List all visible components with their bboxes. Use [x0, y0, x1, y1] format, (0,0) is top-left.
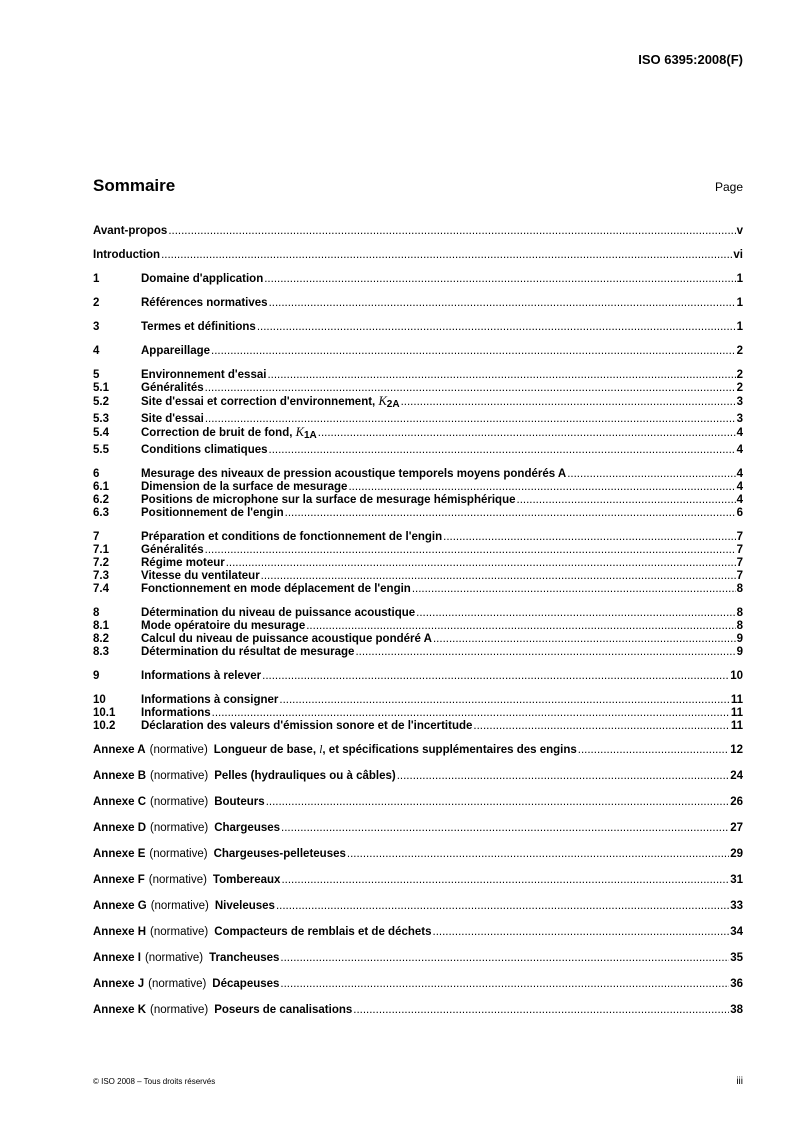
toc-entry-number: 7.4	[93, 583, 109, 595]
annex-title: Poseurs de canalisations	[214, 1004, 353, 1016]
page-number: iii	[736, 1076, 743, 1087]
toc-entry-symbol: K	[295, 425, 304, 439]
dot-leader	[168, 224, 735, 239]
toc-entry-page: 11	[730, 720, 743, 732]
toc-entry-title: Mesurage des niveaux de pression acoustique temporels moyens pondérés A	[141, 468, 567, 480]
toc-entry-symbol-subscript: 2A	[386, 399, 400, 410]
toc-entry-page: 8	[736, 583, 743, 595]
annex-title: Pelles (hydrauliques ou à câbles)	[214, 770, 396, 782]
toc-entry-page: 6	[736, 507, 743, 519]
toc-entry-number: 6.2	[93, 494, 109, 506]
toc-entry-page: 7	[736, 531, 743, 543]
toc-entry[interactable]	[93, 344, 743, 359]
toc-entry-number: 7	[93, 531, 100, 543]
toc-entry-page: 11	[730, 694, 743, 706]
annex-label: Annexe E	[93, 848, 146, 860]
toc-entry-title: Informations à relever	[141, 670, 262, 682]
toc-entry-page: 2	[736, 382, 743, 394]
dot-leader	[269, 443, 736, 458]
toc-entry[interactable]	[93, 443, 743, 458]
toc-annex-entry[interactable]	[93, 1003, 743, 1018]
toc-entry-title: Appareillage	[141, 345, 211, 357]
toc-entry-number: 5.3	[93, 413, 109, 425]
annex-kind: (normative)	[148, 978, 207, 990]
toc-entry[interactable]	[93, 582, 743, 597]
toc-entry-title: Correction de bruit de fond, K1A	[141, 425, 317, 441]
toc-entry-title: Site d'essai et correction d'environnement, K2A	[141, 394, 400, 410]
annex-title: Décapeuses	[212, 978, 280, 990]
toc-entry-page: 4	[736, 468, 743, 480]
toc-entry-number: 10.2	[93, 720, 116, 732]
toc-annex-entry[interactable]	[93, 925, 743, 940]
annex-page: 29	[730, 848, 743, 860]
annex-kind: (normative)	[150, 1004, 209, 1016]
toc-entry[interactable]	[93, 224, 743, 239]
toc-annex-entry[interactable]	[93, 847, 743, 862]
toc-entry-title: Site d'essai	[141, 413, 204, 425]
dot-leader	[266, 795, 730, 810]
toc-entry-number: 8	[93, 607, 100, 619]
dot-leader	[473, 719, 729, 734]
toc-entry[interactable]	[93, 272, 743, 287]
toc-entry-number: 8.3	[93, 646, 109, 658]
annex-label: Annexe H	[93, 926, 147, 938]
dot-leader	[281, 821, 729, 836]
toc-entry-title: Références normatives	[141, 297, 268, 309]
toc-entry-title: Conditions climatiques	[141, 444, 268, 456]
dot-leader	[211, 344, 736, 359]
toc-entry-page: 8	[736, 620, 743, 632]
annex-page: 31	[730, 874, 743, 886]
annex-kind: (normative)	[144, 952, 204, 964]
annex-title: Compacteurs de remblais et de déchets	[214, 926, 432, 938]
copyright-notice: © ISO 2008 – Tous droits réservés	[93, 1077, 216, 1086]
annex-label: Annexe C	[93, 796, 147, 808]
dot-leader	[257, 320, 736, 335]
toc-entry-number: 6.1	[93, 481, 109, 493]
toc-entry-title: Vitesse du ventilateur	[141, 570, 260, 582]
toc-entry-page: 7	[736, 570, 743, 582]
toc-entry-title: Informations	[141, 707, 211, 719]
annex-page: 33	[730, 900, 743, 912]
dot-leader	[280, 977, 729, 992]
toc-annex-entry[interactable]	[93, 769, 743, 784]
toc-annex-entry[interactable]	[93, 899, 743, 914]
annex-label: Annexe G	[93, 900, 147, 912]
toc-entry-title: Déclaration des valeurs d'émission sonore et de l'incertitude	[141, 720, 473, 732]
toc-entry-title: Positionnement de l'engin	[141, 507, 284, 519]
dot-leader	[401, 395, 736, 410]
dot-leader	[161, 248, 732, 263]
toc-entry-page: v	[736, 225, 743, 237]
dot-leader	[280, 951, 729, 966]
toc-entry-page: 7	[736, 557, 743, 569]
dot-leader	[412, 582, 736, 597]
toc-entry-number: 5.2	[93, 396, 109, 408]
toc-entry-page: 1	[736, 321, 743, 333]
toc-entry-page: vi	[733, 249, 743, 261]
annex-title: Tombereaux	[212, 874, 281, 886]
annex-title: Niveleuses	[214, 900, 275, 912]
toc-entry-page: 3	[736, 413, 743, 425]
toc-entry-title: Calcul du niveau de puissance acoustique pondéré A	[141, 633, 432, 645]
annex-kind: (normative)	[149, 848, 208, 860]
toc-annex-entry[interactable]	[93, 795, 743, 810]
annex-page: 34	[730, 926, 743, 938]
annex-title: Chargeuses	[214, 822, 281, 834]
toc-entry-title: Avant-propos	[93, 225, 168, 237]
annex-kind: (normative)	[150, 796, 209, 808]
dot-leader	[281, 873, 729, 888]
dot-leader	[397, 769, 729, 784]
toc-annex-entry[interactable]	[93, 873, 743, 888]
dot-leader	[264, 272, 735, 287]
toc-entry-title: Dimension de la surface de mesurage	[141, 481, 348, 493]
annex-page: 35	[730, 952, 743, 964]
annex-kind: (normative)	[150, 822, 209, 834]
toc-entry-number: 10	[93, 694, 106, 706]
toc-annex-entry[interactable]	[93, 977, 743, 992]
dot-leader	[355, 645, 735, 660]
toc-entry-title: Environnement d'essai	[141, 369, 267, 381]
toc-entry-number: 5.4	[93, 427, 109, 439]
toc-entry-title: Détermination du résultat de mesurage	[141, 646, 355, 658]
toc-entry[interactable]	[93, 296, 743, 311]
annex-label: Annexe I	[93, 952, 141, 964]
toc-entry-number: 5.5	[93, 444, 109, 456]
annex-title: Chargeuses-pelleteuses	[213, 848, 346, 860]
toc-entry-number: 4	[93, 345, 100, 357]
annex-kind: (normative)	[149, 744, 208, 756]
toc-entry-title: Régime moteur	[141, 557, 225, 569]
toc-annex-entry[interactable]	[93, 821, 743, 836]
toc-entry-symbol: K	[378, 394, 387, 408]
toc-entry-number: 6	[93, 468, 100, 480]
dot-leader	[578, 743, 729, 758]
toc-entry-page: 4	[736, 481, 743, 493]
annex-title: Longueur de base, l, et spécifications supplémentaires des engins	[213, 744, 577, 756]
toc-entry-page: 7	[736, 544, 743, 556]
toc-entry-number: 6.3	[93, 507, 109, 519]
annex-title-symbol: l	[319, 744, 323, 756]
page-title: Sommaire	[93, 176, 176, 195]
toc-entry-page: 4	[736, 427, 743, 439]
toc-entry-number: 10.1	[93, 707, 116, 719]
toc-entry-number: 3	[93, 321, 100, 333]
toc-entry-page: 3	[736, 396, 743, 408]
toc-entry-number: 8.2	[93, 633, 109, 645]
toc-entry-number: 8.1	[93, 620, 109, 632]
dot-leader	[353, 1003, 729, 1018]
toc-entry-title: Fonctionnement en mode déplacement de l'engin	[141, 583, 411, 595]
toc-entry[interactable]	[93, 425, 743, 440]
dot-leader	[276, 899, 729, 914]
toc-entry-page: 11	[730, 707, 743, 719]
toc-entry-title: Positions de microphone sur la surface de mesurage hémisphérique	[141, 494, 516, 506]
annex-page: 36	[730, 978, 743, 990]
toc-entry[interactable]	[93, 248, 743, 263]
toc-entry-page: 1	[736, 297, 743, 309]
annex-kind: (normative)	[148, 874, 207, 886]
toc-entry-number: 2	[93, 297, 100, 309]
toc-entry-title: Introduction	[93, 249, 161, 261]
toc-entry-title: Généralités	[141, 382, 204, 394]
toc-entry-page: 1	[736, 273, 743, 285]
toc-entry-number: 7.1	[93, 544, 109, 556]
toc-entry-page: 10	[730, 670, 743, 682]
toc-entry-page: 4	[736, 494, 743, 506]
annex-label: Annexe K	[93, 1004, 147, 1016]
dot-leader	[347, 847, 729, 862]
page-column-label: Page	[714, 180, 743, 194]
annex-page: 27	[730, 822, 743, 834]
annex-page: 26	[730, 796, 743, 808]
dot-leader	[318, 426, 736, 441]
toc-entry-page: 2	[736, 345, 743, 357]
annex-label: Annexe A	[93, 744, 146, 756]
annex-page: 24	[730, 770, 743, 782]
toc-entry-page: 2	[736, 369, 743, 381]
annex-page: 38	[730, 1004, 743, 1016]
annex-kind: (normative)	[150, 900, 209, 912]
annex-page: 12	[730, 744, 743, 756]
toc-entry-number: 9	[93, 670, 100, 682]
toc-entry-title: Détermination du niveau de puissance acoustique	[141, 607, 416, 619]
toc-entry-number: 5.1	[93, 382, 109, 394]
toc-annex-entry[interactable]	[93, 743, 743, 758]
dot-leader	[285, 506, 736, 521]
toc-entry[interactable]	[93, 506, 743, 521]
toc-entry-page: 9	[736, 646, 743, 658]
annex-title: Bouteurs	[214, 796, 265, 808]
toc-entry-title: Préparation et conditions de fonctionnement de l'engin	[141, 531, 443, 543]
toc-entry-title: Informations à consigner	[141, 694, 279, 706]
annex-label: Annexe B	[93, 770, 147, 782]
toc-entry-number: 7.2	[93, 557, 109, 569]
toc-entry-page: 9	[736, 633, 743, 645]
annex-label: Annexe F	[93, 874, 145, 886]
dot-leader	[262, 669, 729, 684]
toc-entry-title: Domaine d'application	[141, 273, 264, 285]
toc-entry-page: 8	[736, 607, 743, 619]
toc-entry-title: Généralités	[141, 544, 204, 556]
annex-label: Annexe D	[93, 822, 147, 834]
toc-entry[interactable]	[93, 719, 743, 734]
dot-leader	[433, 925, 730, 940]
toc-entry-number: 7.3	[93, 570, 109, 582]
dot-leader	[269, 296, 736, 311]
toc-entry-title: Mode opératoire du mesurage	[141, 620, 306, 632]
toc-entry-number: 1	[93, 273, 100, 285]
toc-annex-entry[interactable]	[93, 951, 743, 966]
toc-entry-number: 5	[93, 369, 100, 381]
toc-entry-title: Termes et définitions	[141, 321, 256, 333]
annex-kind: (normative)	[150, 770, 209, 782]
toc-entry[interactable]	[93, 669, 743, 684]
annex-label: Annexe J	[93, 978, 145, 990]
document-reference: ISO 6395:2008(F)	[638, 52, 743, 67]
annex-kind: (normative)	[150, 926, 209, 938]
toc-entry[interactable]	[93, 645, 743, 660]
toc-entry-page: 4	[736, 444, 743, 456]
toc-entry[interactable]	[93, 394, 743, 409]
annex-title: Trancheuses	[209, 952, 280, 964]
toc-entry[interactable]	[93, 320, 743, 335]
toc-entry-symbol-subscript: 1A	[303, 430, 317, 441]
